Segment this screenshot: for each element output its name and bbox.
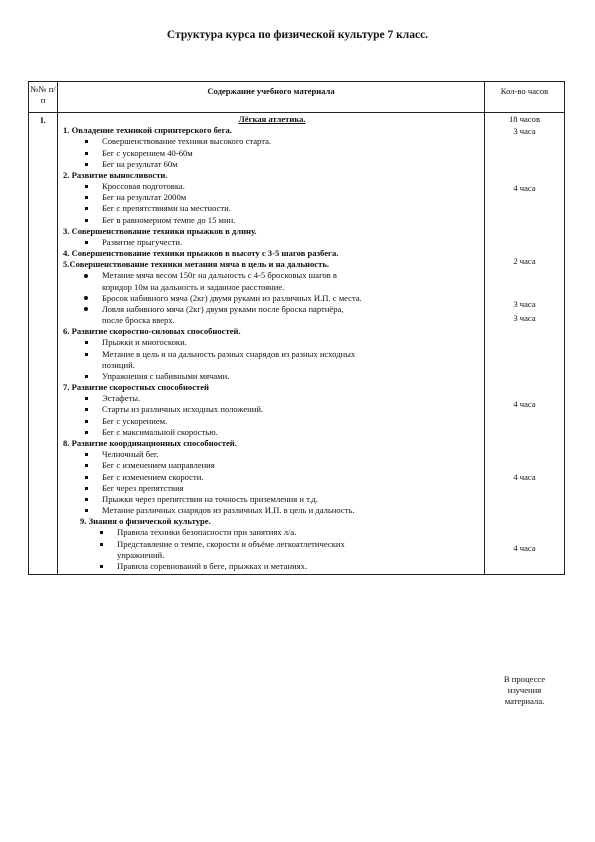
- topic-hours: 4 часа: [513, 543, 536, 553]
- topic-heading: 7. Развитие скоростных способностей: [63, 382, 210, 393]
- list-item: Бег в равномерном темпе до 15 мин.: [63, 215, 481, 226]
- table-header-row: [29, 82, 565, 113]
- item-line: Правила техники безопасности при занятиях л/а.: [117, 527, 297, 538]
- item-line: Правила соревнований в беге, прыжках и метаниях.: [117, 560, 308, 571]
- list-item: Бег с ускорением 40-60м: [63, 148, 481, 159]
- list-item: Челночный бег.: [63, 449, 481, 460]
- list-item: Бег с изменением скорости.: [63, 472, 481, 483]
- list-item: [63, 304, 481, 326]
- topic-list: [63, 181, 481, 226]
- topic-list: [63, 449, 481, 516]
- topic-heading: 4. Совершенствование техники прыжков в высоту с 3-5 шагов разбега.: [63, 248, 339, 259]
- topic-heading: 8. Развитие координационных способностей.: [63, 437, 237, 448]
- topic-list: [63, 527, 481, 572]
- topic-list: [63, 237, 481, 248]
- list-item: Бег на результат 60м: [63, 159, 481, 170]
- header-content: Содержание учебного материала: [58, 82, 485, 113]
- list-item: Бег на результат 2000м: [63, 192, 481, 203]
- content-cell: [58, 113, 485, 575]
- total-hours: 18 часов: [508, 114, 541, 124]
- list-item: [63, 337, 481, 348]
- topic-hours: 3 часа: [513, 299, 536, 309]
- item-line: Метание мяча весом 150г на дальность с 4-5 бросковых шагов в: [102, 270, 337, 281]
- topic-hours: 4 часа: [513, 183, 536, 193]
- list-item: Кроссовая подготовка.: [63, 181, 481, 192]
- list-item: Бег с ускорением.: [63, 416, 481, 427]
- topic-hours: 3 часа: [513, 313, 536, 323]
- topic-hours-multiline: [485, 674, 564, 708]
- item-line: позиций.: [102, 359, 135, 370]
- list-item: [63, 293, 481, 304]
- list-item: Прыжки через препятствия на точность приземления и т.д.: [63, 494, 481, 505]
- item-line: Бросок набивного мяча (2кг) двумя руками из различных И.П. с места.: [102, 292, 362, 303]
- topic-list: [63, 337, 481, 382]
- list-item: [63, 371, 481, 382]
- list-item: [63, 349, 481, 371]
- topic-hours: 4 часа: [513, 399, 536, 409]
- list-item: [63, 539, 481, 561]
- hours-cell: [485, 113, 565, 707]
- list-item: Метание различных снарядов из различных И.П. в цель и дальность.: [63, 505, 481, 516]
- row-number: I.: [29, 113, 58, 575]
- item-line: коридор 10м на дальность и заданное расстояние.: [102, 281, 285, 292]
- section-title: Лёгкая атлетика.: [238, 114, 306, 124]
- topic-hours: 4 часа: [513, 472, 536, 482]
- hours-line: материала.: [504, 696, 545, 707]
- item-line: упражнений.: [117, 549, 165, 560]
- topic-heading: 2. Развитие выносливости.: [63, 169, 168, 180]
- list-item: Бег с изменением направления: [63, 460, 481, 471]
- list-item: Бег с препятствиями на местности.: [63, 203, 481, 214]
- course-structure-table: [28, 81, 565, 707]
- table-row: [29, 113, 565, 575]
- topic-hours: 3 часа: [513, 126, 536, 136]
- list-item: [63, 561, 481, 572]
- page-title: Структура курса по физической культуре 7 класс.: [166, 29, 429, 41]
- topic-list: [63, 270, 481, 326]
- list-item: Развитие прыгучести.: [63, 237, 481, 248]
- item-line: Метание в цель и на дальность разных снарядов из разных исходных: [102, 348, 356, 359]
- header-hours: Кол-во часов: [485, 82, 565, 113]
- hours-line: изучения: [507, 685, 542, 696]
- topic-hours: 2 часа: [513, 256, 536, 266]
- topic-heading: 1. Овладение техникой спринтерского бега.: [63, 125, 232, 136]
- list-item: [63, 270, 481, 292]
- topic-list: [63, 136, 481, 170]
- list-item: Старты из различных исходных положений.: [63, 404, 481, 415]
- item-line: после броска вверх.: [102, 315, 175, 326]
- topic-heading: 6. Развитие скоростно-силовых способностей.: [63, 326, 241, 337]
- topic-heading: 5.Совершенствование техники метания мяча в цель и на дальность.: [63, 259, 330, 270]
- list-item: Эстафеты.: [63, 393, 481, 404]
- hours-line: В процессе: [503, 674, 546, 684]
- list-item: Бег с максимальной скоростью.: [63, 427, 481, 438]
- topic-heading: 9. Знания о физической культуре.: [80, 516, 211, 527]
- list-item: Бег через препятствия: [63, 483, 481, 494]
- list-item: [63, 527, 481, 538]
- header-number: №№ п/п: [29, 82, 58, 113]
- topic-heading: 3. Совершенствование техники прыжков в длину.: [63, 225, 257, 236]
- item-line: Представление о темпе, скорости и объёме легкоатлетических: [117, 538, 345, 549]
- list-item: Совершенствование техники высокого старта.: [63, 136, 481, 147]
- item-line: Ловля набивного мяча (2кг) двумя руками после броска партнёра,: [102, 303, 344, 314]
- item-line: Прыжки и многоскоки.: [102, 337, 187, 348]
- topic-list: [63, 393, 481, 438]
- item-line: Упражнения с набивными мячами.: [102, 370, 230, 381]
